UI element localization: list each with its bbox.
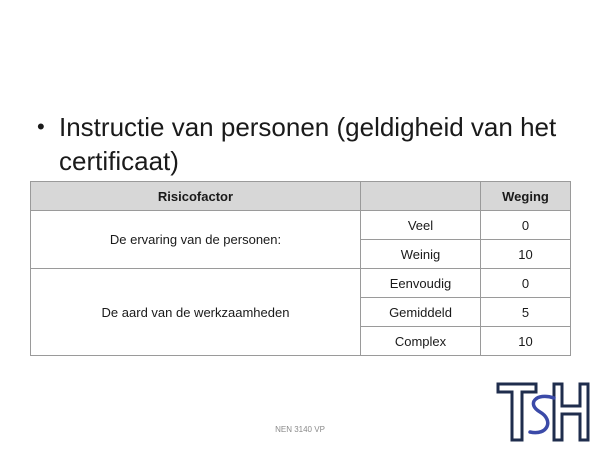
slide-bullet-text: Instructie van personen (geldigheid van het certificaat) (59, 112, 557, 176)
weight-cell: 0 (481, 211, 571, 240)
footer-text: NEN 3140 VP (275, 425, 325, 434)
tsh-logo-icon (496, 378, 596, 446)
weight-cell: 10 (481, 327, 571, 356)
weight-cell: 0 (481, 269, 571, 298)
risk-factor-cell: De aard van de werkzaamheden (31, 269, 361, 356)
header-option (361, 182, 481, 211)
risk-factor-table (30, 181, 571, 356)
option-cell: Veel (361, 211, 481, 240)
risk-factor-cell: De ervaring van de personen: (31, 211, 361, 269)
table-row (31, 211, 571, 240)
bullet-item (37, 110, 577, 178)
weight-cell: 10 (481, 240, 571, 269)
table-row (31, 269, 571, 298)
weight-cell: 5 (481, 298, 571, 327)
option-cell: Gemiddeld (361, 298, 481, 327)
option-cell: Weinig (361, 240, 481, 269)
header-risicofactor: Risicofactor (31, 182, 361, 211)
table-header-row (31, 182, 571, 211)
bullet-point-icon: • (37, 114, 45, 139)
option-cell: Eenvoudig (361, 269, 481, 298)
option-cell: Complex (361, 327, 481, 356)
header-weging: Weging (481, 182, 571, 211)
